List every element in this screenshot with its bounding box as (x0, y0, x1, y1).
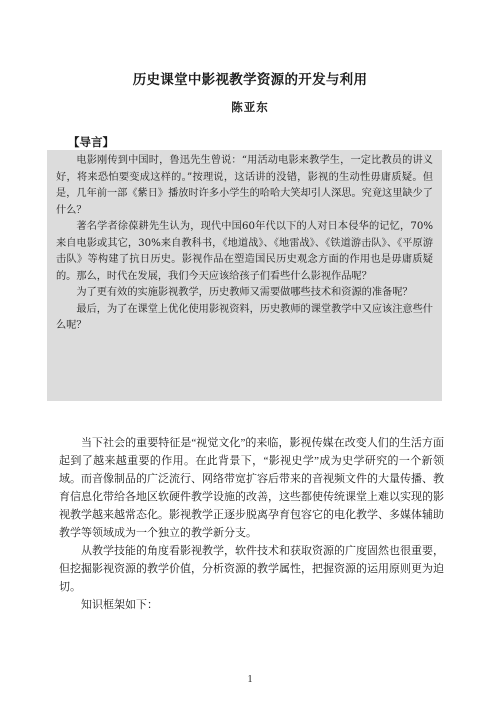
body-paragraph: 从教学技能的角度看影视教学，软件技术和获取资源的广度固然也很重要，但挖掘影视资源的教学价值，分析资源的教学属性，把握资源的运用原则更为迫切。 (59, 545, 444, 593)
intro-box (47, 150, 442, 401)
body-text (59, 434, 444, 614)
document-title: 历史课堂中影视教学资源的开发与利用 (132, 72, 368, 88)
author-name: 陈亚东 (231, 100, 269, 114)
intro-paragraph: 著名学者徐葆耕先生认为，现代中国60年代以下的人对日本侵华的记忆，70%来自电影或其它，30%来自教科书，《地道战》、《地雷战》、《铁道游击队》、《平原游击队》等构建了抗日历史。影视作品在塑造国民历史观念方面的作用也是毋庸质疑的。那么，时代在发展，我们今天应该给孩子们看些什么影视作品呢？ (56, 221, 433, 282)
intro-paragraph: 电影刚传到中国时，鲁迅先生曾说：“用活动电影来教学生，一定比教员的讲义好，将来恐怕要变成这样的。”按理说，这话讲的没错，影视的生动性毋庸质疑。但是，几年前一部《紫日》播放时许多小学生的哈哈大笑却引人深思。究竟这里缺少了什么？ (56, 155, 433, 216)
intro-paragraph: 为了更有效的实施影视教学，历史教师又需要做哪些技术和资源的准备呢？ (76, 287, 413, 298)
page-number: 1 (247, 674, 253, 685)
body-paragraph: 当下社会的重要特征是“视觉文化”的来临，影视传媒在改变人们的生活方面起到了越来越重要的作用。在此背景下，“影视史学”成为史学研究的一个新领域。而音像制品的广泛流行、网络带宽扩容后带来的音视频文件的大量传播、教育信息化带给各地区软硬件教学设施的改善，这些都使传统课堂上难以实现的影视教学越来越常态化。影视教学正逐步脱离孕育包容它的电化教学、多媒体辅助教学等领域成为一个独立的教学新分支。 (59, 437, 444, 539)
intro-heading: 【导言】 (68, 135, 114, 149)
body-paragraph: 知识框架如下： (81, 599, 158, 611)
intro-paragraph: 最后，为了在课堂上优化使用影视资料，历史教师的课堂教学中又应该注意些什么呢？ (56, 303, 433, 331)
